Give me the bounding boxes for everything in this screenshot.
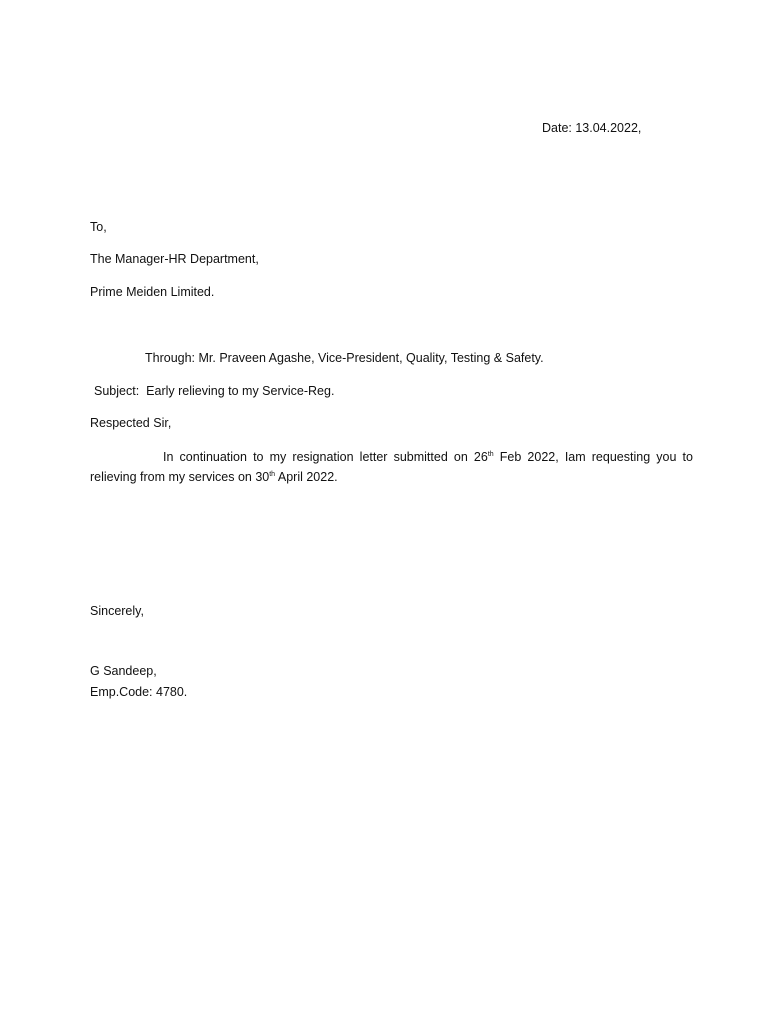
ordinal-suffix: th	[269, 471, 276, 478]
body-word: resignation	[292, 450, 354, 464]
subject-line	[94, 383, 334, 399]
relieving-date-day: 30	[255, 470, 270, 484]
subject-label: Subject:	[94, 384, 140, 398]
ordinal-suffix: th	[487, 451, 494, 458]
recipient-company: Prime Meiden Limited.	[90, 285, 215, 299]
body-word: Iam	[564, 450, 586, 464]
body-word: Feb	[499, 450, 522, 464]
letter-date: Date: 13.04.2022,	[542, 121, 642, 135]
body-word: to	[682, 450, 693, 464]
through-line: Through: Mr. Praveen Agashe, Vice-President, Quality, Testing & Safety.	[145, 351, 544, 365]
body-word: requesting	[591, 450, 651, 464]
body-word: continuation	[179, 450, 247, 464]
body-word: you	[656, 450, 677, 464]
recipient-title: The Manager-HR Department,	[90, 252, 259, 266]
body-word: letter	[359, 450, 388, 464]
body-paragraph-line-1	[90, 449, 693, 465]
address-to: To,	[90, 220, 107, 234]
body-word: on	[453, 450, 468, 464]
body-word: my	[269, 450, 287, 464]
salutation: Respected Sir,	[90, 416, 172, 430]
signer-name: G Sandeep,	[90, 664, 157, 678]
resignation-date-day: 26th	[473, 450, 494, 464]
body-word: submitted	[393, 450, 448, 464]
body-word: In	[163, 450, 174, 464]
body-word: 2022,	[527, 450, 559, 464]
body-paragraph-line-2: relieving from my services on 30th April 2022.	[90, 470, 338, 484]
closing: Sincerely,	[90, 604, 144, 618]
subject-text: Early relieving to my Service-Reg.	[146, 384, 335, 398]
employee-code: Emp.Code: 4780.	[90, 685, 188, 699]
body-word: to	[253, 450, 264, 464]
